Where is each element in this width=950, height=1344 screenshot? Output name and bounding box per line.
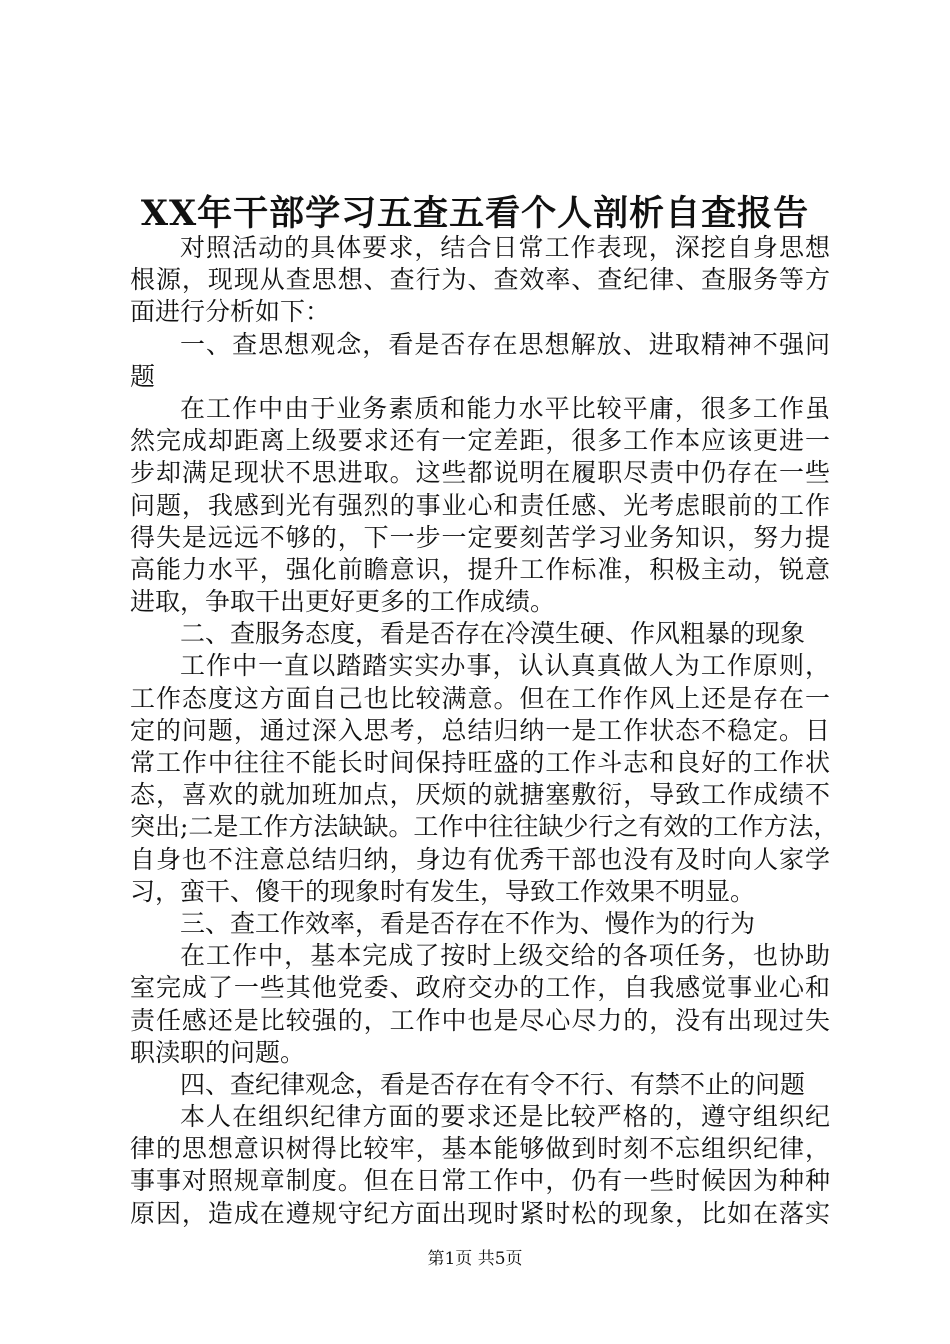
text-line: 态，喜欢的就加班加点，厌烦的就搪塞敷衍，导致工作成绩不 <box>130 780 830 810</box>
text-line: 问题，我感到光有强烈的事业心和责任感、光考虑眼前的工作 <box>130 490 830 520</box>
text-line: 面进行分析如下： <box>130 297 331 327</box>
text-line: 职渎职的问题。 <box>130 1037 306 1067</box>
text-line: 定的问题，通过深入思考，总结归纳一是工作状态不稳定。日 <box>130 715 830 745</box>
text-line: 然完成却距离上级要求还有一定差距，很多工作本应该更进一 <box>130 426 830 456</box>
text-line: 进取，争取干出更好更多的工作成绩。 <box>130 587 556 617</box>
document-title: XX年干部学习五查五看个人剖析自查报告 <box>140 193 810 234</box>
text-line: 突出;二是工作方法缺缺。工作中往往缺少行之有效的工作方法， <box>130 812 839 842</box>
text-line: 题 <box>130 361 156 391</box>
text-line: 事事对照规章制度。但在日常工作中，仍有一些时候因为种种 <box>130 1166 830 1196</box>
text-line: 对照活动的具体要求，结合日常工作表现，深挖自身思想 <box>180 233 830 262</box>
text-line: 三、查工作效率，看是否存在不作为、慢作为的行为 <box>180 908 756 938</box>
text-line: 常工作中往往不能长时间保持旺盛的工作斗志和良好的工作状 <box>130 748 830 777</box>
text-line: 律的思想意识树得比较牢，基本能够做到时刻不忘组织纪律， <box>130 1134 830 1164</box>
page-footer: 第1页 共5页 <box>427 1249 523 1269</box>
text-line: 原因，造成在遵规守纪方面出现时紧时松的现象，比如在落实 <box>130 1198 830 1228</box>
text-line: 本人在组织纪律方面的要求还是比较严格的，遵守组织纪 <box>180 1102 830 1132</box>
text-line: 四、查纪律观念，看是否存在有令不行、有禁不止的问题 <box>180 1069 806 1099</box>
text-line: 步却满足现状不思进取。这些都说明在履职尽责中仍存在一些 <box>130 458 830 488</box>
text-line: 二、查服务态度，看是否存在冷漠生硬、作风粗暴的现象 <box>180 619 806 649</box>
text-line: 得失是远远不够的，下一步一定要刻苦学习业务知识，努力提 <box>130 522 830 552</box>
text-line: 室完成了一些其他党委、政府交办的工作，自我感觉事业心和 <box>130 973 830 1003</box>
text-line: 高能力水平，强化前瞻意识，提升工作标准，积极主动，锐意 <box>130 554 830 584</box>
text-line: 根源，现现从查思想、查行为、查效率、查纪律、查服务等方 <box>130 265 830 295</box>
text-line: 自身也不注意总结归纳，身边有优秀干部也没有及时向人家学 <box>130 844 830 874</box>
document-body <box>130 232 839 1230</box>
text-line: 工作中一直以踏踏实实办事，认认真真做人为工作原则， <box>180 651 830 681</box>
text-line: 习，蛮干、傻干的现象时有发生，导致工作效果不明显。 <box>130 876 756 906</box>
text-line: 一、查思想观念，看是否存在思想解放、进取精神不强问 <box>180 329 830 359</box>
text-line: 责任感还是比较强的，工作中也是尽心尽力的，没有出现过失 <box>130 1005 830 1035</box>
text-line: 在工作中由于业务素质和能力水平比较平庸，很多工作虽 <box>180 393 830 423</box>
text-line: 在工作中，基本完成了按时上级交给的各项任务，也协助 <box>180 941 830 971</box>
text-line: 工作态度这方面自己也比较满意。但在工作作风上还是存在一 <box>130 683 830 713</box>
